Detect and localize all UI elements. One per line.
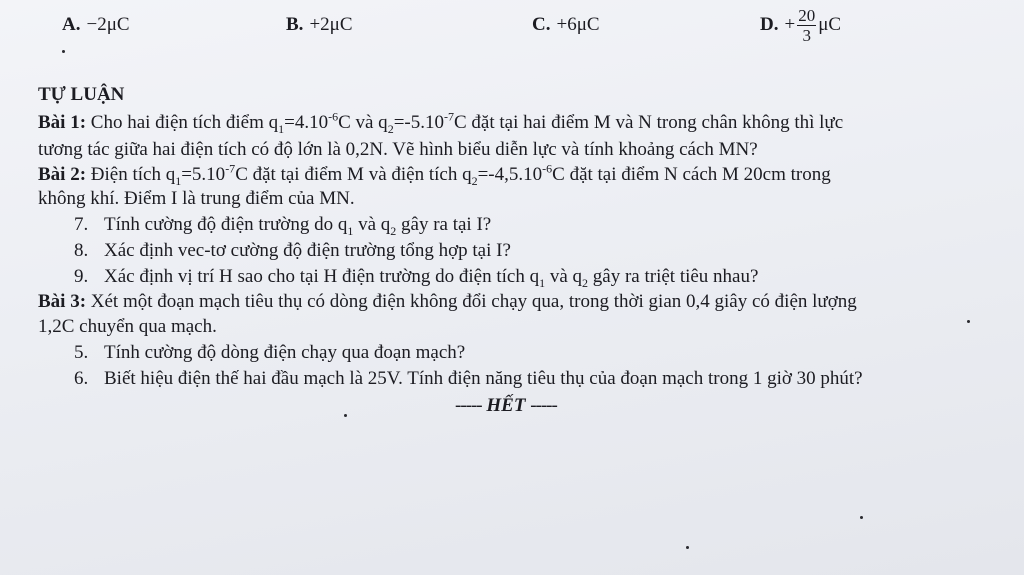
bai1-line2: tương tác giữa hai điện tích có độ lớn là 0,2N. Vẽ hình biểu diễn lực và tính khoảng cách MN? [38, 139, 758, 160]
bai2-line1: Bài 2: Điện tích $q_1=5.10^{-7}C$ đặt tại điểm M và điện tích $q_2=-4,5.10^{-6}C$ đặt tại điểm N cách M 20cm trong [38, 161, 831, 188]
end-marker: ----- HẾT ----- [455, 395, 557, 416]
paper-speck [62, 50, 65, 53]
choice-a: A. −2μC [62, 14, 130, 35]
paper-speck [860, 516, 863, 519]
paper-speck [686, 546, 689, 549]
bai3-question-5: 5. Tính cường độ dòng điện chạy qua đoạn mạch? [74, 342, 466, 363]
choice-c: C. +6μC [532, 14, 600, 35]
choice-b: B. +2μC [286, 14, 353, 35]
bai2-question-7: 7. Tính cường độ điện trường do $q_1$ và $q_2$ gây ra tại I? [74, 214, 492, 238]
bai2-question-8: 8. Xác định vec-tơ cường độ điện trường tổng hợp tại I? [74, 240, 511, 261]
bai3-line1: Bài 3: Xét một đoạn mạch tiêu thụ có dòng điện không đổi chạy qua, trong thời gian 0,4 giây có điện lượng [38, 291, 857, 312]
paper-speck [967, 320, 970, 323]
bai2-question-9: 9. Xác định vị trí H sao cho tại H điện trường do điện tích $q_1$ và $q_2$ gây ra triệt tiêu nhau? [74, 266, 759, 290]
paper-speck [344, 414, 347, 417]
bai3-question-6: 6. Biết hiệu điện thế hai đầu mạch là 25V. Tính điện năng tiêu thụ của đoạn mạch trong 1 giờ 30 phút? [74, 368, 863, 389]
bai2-line2: không khí. Điểm I là trung điểm của MN. [38, 188, 355, 209]
section-title: TỰ LUẬN [38, 84, 125, 105]
choice-d: D. + $\frac{20}{3}$ μC [760, 6, 842, 45]
bai3-line2: 1,2C chuyển qua mạch. [38, 316, 217, 337]
fraction: $\frac{20}{3}$ [798, 6, 816, 45]
bleed-through-text [600, 430, 604, 450]
bai1-line1: Bài 1: Cho hai điện tích điểm $q_1=4.10^{-6}C$ và $q_2=-5.10^{-7}C$ đặt tại hai điểm M và N trong chân không thì lực [38, 109, 844, 136]
